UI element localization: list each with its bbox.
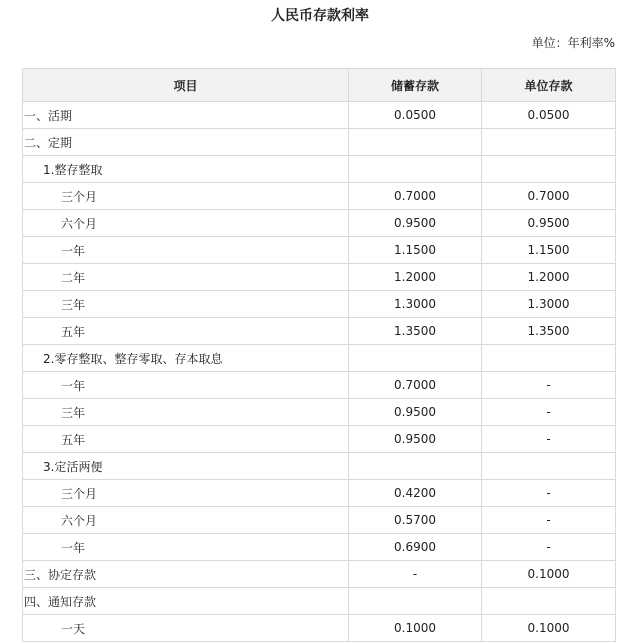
table-row (23, 399, 616, 426)
unit-rate-cell (482, 129, 616, 156)
unit-rate-cell: - (482, 480, 616, 507)
table-row (23, 615, 616, 642)
row-item-name: 三年 (23, 291, 349, 318)
unit-rate-cell (482, 156, 616, 183)
table-row (23, 156, 616, 183)
savings-rate-cell: 0.0500 (349, 102, 482, 129)
table-row (23, 588, 616, 615)
unit-rate-cell: 0.9500 (482, 210, 616, 237)
unit-rate-cell: - (482, 534, 616, 561)
row-item-name: 1.整存整取 (23, 156, 349, 183)
savings-rate-cell: 0.9500 (349, 399, 482, 426)
savings-rate-cell: 1.2000 (349, 264, 482, 291)
savings-rate-cell: 1.1500 (349, 237, 482, 264)
savings-rate-cell: 0.5700 (349, 507, 482, 534)
table-row (23, 453, 616, 480)
row-item-name: 六个月 (23, 507, 349, 534)
savings-rate-cell: 0.1000 (349, 615, 482, 642)
savings-rate-cell: 0.4200 (349, 480, 482, 507)
unit-rate-cell: - (482, 372, 616, 399)
row-item-name: 3.定活两便 (23, 453, 349, 480)
savings-rate-cell: 1.3000 (349, 291, 482, 318)
savings-rate-cell (349, 453, 482, 480)
table-row (23, 210, 616, 237)
table-row (23, 129, 616, 156)
row-item-name: 三年 (23, 399, 349, 426)
table-row (23, 534, 616, 561)
row-item-name: 一年 (23, 534, 349, 561)
header-item: 项目 (23, 69, 349, 102)
row-item-name: 二、定期 (23, 129, 349, 156)
table-row (23, 102, 616, 129)
unit-note: 单位：年利率% (531, 36, 615, 50)
unit-rate-cell: 1.3500 (482, 318, 616, 345)
savings-rate-cell: 0.7000 (349, 372, 482, 399)
row-item-name: 三、协定存款 (23, 561, 349, 588)
unit-rate-cell: 0.1000 (482, 561, 616, 588)
savings-rate-cell: 0.9500 (349, 210, 482, 237)
unit-rate-cell: 0.7000 (482, 183, 616, 210)
row-item-name: 一天 (23, 615, 349, 642)
unit-rate-cell: - (482, 426, 616, 453)
row-item-name: 一、活期 (23, 102, 349, 129)
savings-rate-cell: 0.9500 (349, 426, 482, 453)
table-row (23, 183, 616, 210)
table-row (23, 237, 616, 264)
table-row (23, 264, 616, 291)
row-item-name: 三个月 (23, 480, 349, 507)
savings-rate-cell: 0.7000 (349, 183, 482, 210)
unit-rate-cell: 1.1500 (482, 237, 616, 264)
row-item-name: 三个月 (23, 183, 349, 210)
table-row (23, 372, 616, 399)
row-item-name: 二年 (23, 264, 349, 291)
unit-rate-cell: 0.1000 (482, 615, 616, 642)
savings-rate-cell (349, 345, 482, 372)
unit-rate-cell: 1.2000 (482, 264, 616, 291)
table-header-row (23, 69, 616, 102)
row-item-name: 2.零存整取、整存零取、存本取息 (23, 345, 349, 372)
row-item-name: 五年 (23, 318, 349, 345)
table-row (23, 561, 616, 588)
unit-rate-cell: 1.3000 (482, 291, 616, 318)
savings-rate-cell: 0.6900 (349, 534, 482, 561)
table-row (23, 480, 616, 507)
savings-rate-cell: 1.3500 (349, 318, 482, 345)
savings-rate-cell (349, 156, 482, 183)
row-item-name: 五年 (23, 426, 349, 453)
unit-rate-cell: - (482, 399, 616, 426)
table-row (23, 426, 616, 453)
deposit-rates-table (22, 68, 616, 642)
page-title: 人民币存款利率 (271, 8, 369, 24)
unit-rate-cell (482, 588, 616, 615)
unit-rate-cell: - (482, 507, 616, 534)
unit-rate-cell: 0.0500 (482, 102, 616, 129)
table-row (23, 507, 616, 534)
row-item-name: 一年 (23, 372, 349, 399)
header-savings-deposit: 储蓄存款 (349, 69, 482, 102)
unit-rate-cell (482, 345, 616, 372)
header-unit-deposit: 单位存款 (482, 69, 616, 102)
savings-rate-cell: - (349, 561, 482, 588)
table-row (23, 318, 616, 345)
unit-rate-cell (482, 453, 616, 480)
row-item-name: 六个月 (23, 210, 349, 237)
savings-rate-cell (349, 588, 482, 615)
row-item-name: 四、通知存款 (23, 588, 349, 615)
row-item-name: 一年 (23, 237, 349, 264)
table-row (23, 291, 616, 318)
table-row (23, 345, 616, 372)
savings-rate-cell (349, 129, 482, 156)
